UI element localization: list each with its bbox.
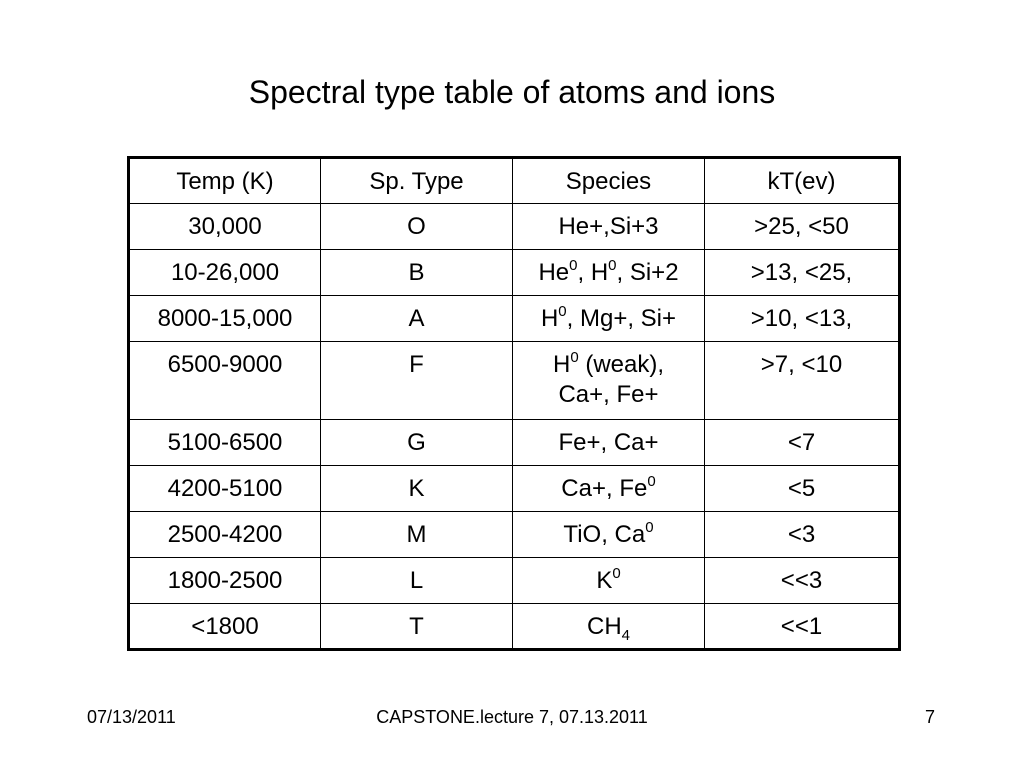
spectral-type-table	[127, 156, 901, 651]
cell-sp-type: G	[321, 420, 513, 466]
species-text: He	[538, 259, 570, 286]
species-text: TiO, Ca	[563, 521, 646, 548]
cell-species	[513, 604, 705, 650]
header-temp: Temp (K)	[129, 158, 321, 204]
species-text: (weak),	[578, 351, 665, 378]
species-superscript: 0	[645, 519, 654, 536]
table-row	[129, 420, 900, 466]
table-row	[129, 250, 900, 296]
slide-number: 7	[925, 707, 936, 727]
cell-kt: <7	[705, 420, 900, 466]
slide-title: Spectral type table of atoms and ions	[248, 74, 776, 110]
species-text: , Si+2	[616, 259, 679, 286]
table-row	[129, 604, 900, 650]
cell-kt: <<1	[705, 604, 900, 650]
species-text: , Mg+, Si+	[566, 305, 677, 332]
cell-sp-type: L	[321, 558, 513, 604]
cell-sp-type: A	[321, 296, 513, 342]
cell-kt: >7, <10	[705, 342, 900, 420]
footer-lecture-label: CAPSTONE.lecture 7, 07.13.2011	[376, 707, 648, 727]
footer-date: 07/13/2011	[87, 707, 176, 727]
cell-temp: <1800	[129, 604, 321, 650]
table-row	[129, 512, 900, 558]
cell-temp: 4200-5100	[129, 466, 321, 512]
table-header-row	[129, 158, 900, 204]
cell-species	[513, 512, 705, 558]
cell-temp: 2500-4200	[129, 512, 321, 558]
cell-kt: <5	[705, 466, 900, 512]
table-row	[129, 466, 900, 512]
cell-sp-type: T	[321, 604, 513, 650]
cell-kt: <<3	[705, 558, 900, 604]
cell-temp: 10-26,000	[129, 250, 321, 296]
species-superscript: 0	[612, 565, 621, 582]
species-text: Ca+, Fe+	[558, 381, 659, 408]
cell-temp: 1800-2500	[129, 558, 321, 604]
cell-species	[513, 296, 705, 342]
header-kt: kT(ev)	[705, 158, 900, 204]
species-subscript: 4	[621, 627, 630, 644]
header-species: Species	[513, 158, 705, 204]
cell-species	[513, 466, 705, 512]
cell-temp: 6500-9000	[129, 342, 321, 420]
cell-temp: 8000-15,000	[129, 296, 321, 342]
species-text: H	[540, 305, 559, 332]
species-superscript: 0	[558, 303, 567, 320]
header-sp-type: Sp. Type	[321, 158, 513, 204]
species-text: , H	[577, 259, 609, 286]
cell-sp-type: B	[321, 250, 513, 296]
table-row	[129, 204, 900, 250]
cell-temp: 30,000	[129, 204, 321, 250]
table-row	[129, 296, 900, 342]
species-text: CH	[586, 613, 622, 640]
cell-sp-type: O	[321, 204, 513, 250]
table-row	[129, 558, 900, 604]
cell-kt: <3	[705, 512, 900, 558]
species-text: Fe+, Ca+	[558, 429, 659, 456]
cell-kt: >25, <50	[705, 204, 900, 250]
species-text: Ca+, Fe	[561, 475, 648, 502]
species-text: K	[596, 567, 613, 594]
species-superscript: 0	[647, 473, 656, 490]
cell-kt: >13, <25,	[705, 250, 900, 296]
cell-species	[513, 420, 705, 466]
cell-species	[513, 204, 705, 250]
species-text: H	[552, 351, 571, 378]
cell-sp-type: K	[321, 466, 513, 512]
species-superscript: 0	[608, 257, 617, 274]
cell-species	[513, 342, 705, 420]
cell-sp-type: F	[321, 342, 513, 420]
table-row	[129, 342, 900, 420]
cell-sp-type: M	[321, 512, 513, 558]
cell-kt: >10, <13,	[705, 296, 900, 342]
species-superscript: 0	[569, 257, 578, 274]
cell-temp: 5100-6500	[129, 420, 321, 466]
cell-species	[513, 558, 705, 604]
species-superscript: 0	[570, 349, 579, 366]
cell-species	[513, 250, 705, 296]
species-text: He+,Si+3	[558, 213, 659, 240]
